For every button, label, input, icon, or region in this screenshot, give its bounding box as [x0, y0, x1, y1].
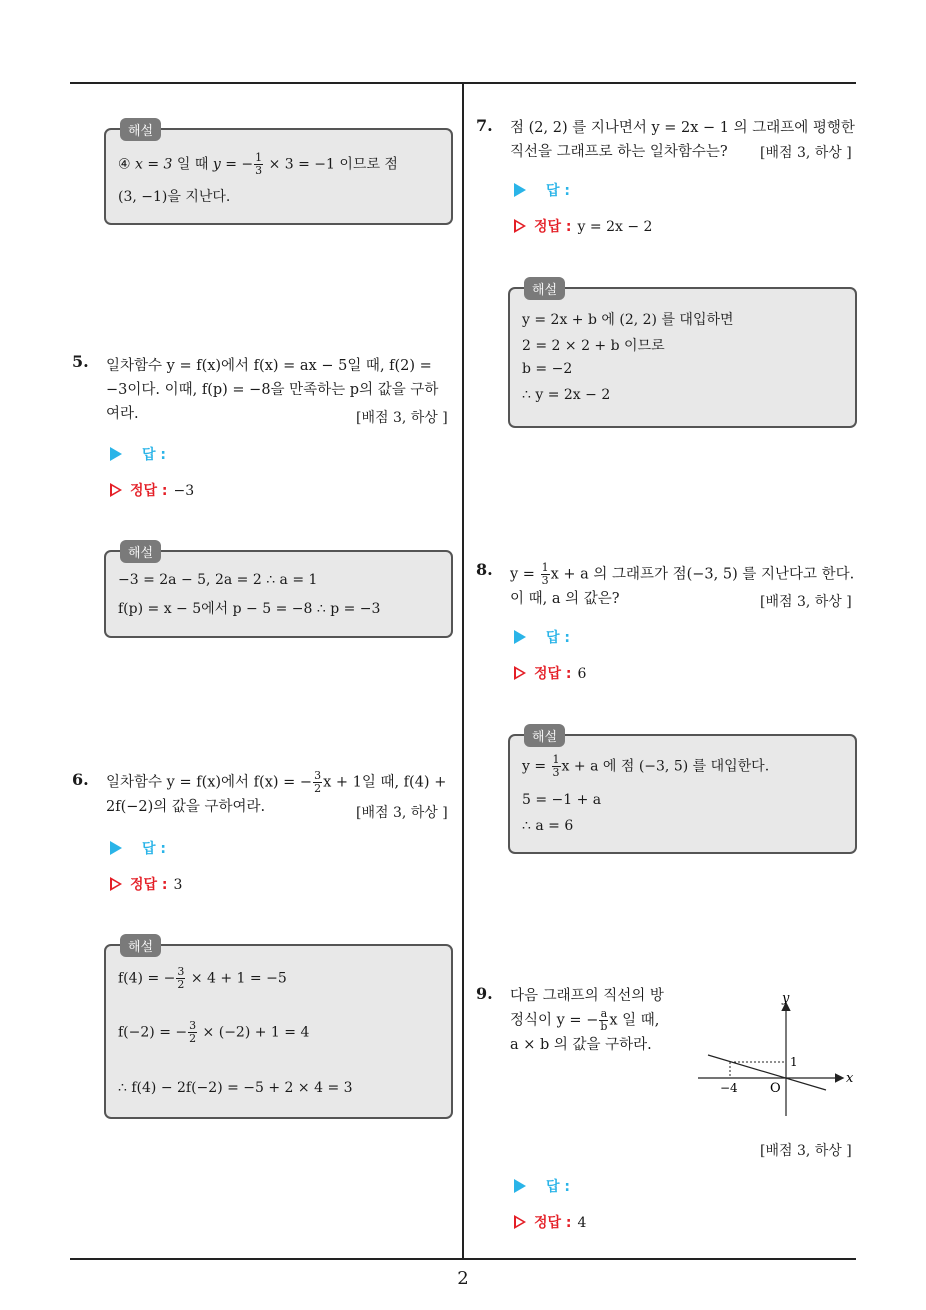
x-tick-label: −4 [720, 1081, 738, 1095]
question-number: 6. [72, 770, 89, 789]
triangle-outline-icon [514, 219, 526, 233]
explanation-tag: 해설 [524, 277, 565, 300]
question-number: 5. [72, 352, 89, 371]
question-number: 8. [476, 560, 493, 579]
explanation-box-q7 [508, 283, 857, 428]
question-text: 일차함수 y = f(x)에서 f(x) = ax − 5일 때, f(2) = −3이다. 이때, f(p) = −8을 만족하는 p의 값을 구하 여라. [106, 358, 439, 422]
correct-answer: 정답 : y = 2x − 2 [514, 216, 652, 236]
score-label: [배점 3, 하상 ] [760, 594, 852, 610]
explanation-line: ∴ a = 6 [522, 818, 574, 834]
answer-blank[interactable]: 답 : [514, 180, 570, 200]
explanation-line: y = $\frac{1}{3}$ x + a 에 점 (−3, 5) 를 대입한다. [522, 753, 770, 779]
explanation-box-q4 [104, 124, 453, 225]
triangle-outline-icon [514, 666, 526, 680]
correct-answer: 정답 : −3 [110, 480, 194, 500]
score-label: [배점 3, 하상 ] [356, 805, 448, 821]
explanation-line: −3 = 2a − 5, 2a = 2 ∴ a = 1 [118, 572, 318, 588]
fraction: $\frac{3}{2}$ [314, 769, 322, 795]
triangle-outline-icon [514, 1215, 526, 1229]
fraction: $\frac{1}{3}$ [255, 151, 263, 177]
explanation-line: ④ x = 3 일 때 y = − $\frac{1}{3}$ × 3 = −1 이므로 점 [118, 151, 398, 177]
explanation-line: f(4) = − $\frac{3}{2}$ × 4 + 1 = −5 [118, 965, 287, 991]
x-axis-label: x [846, 1071, 854, 1086]
answer-blank[interactable]: 답 : [514, 627, 570, 647]
score-label: [배점 3, 하상 ] [760, 1143, 852, 1159]
play-icon [514, 1179, 526, 1193]
question-text: 일차함수 y = f(x)에서 f(x) = − $\frac{3}{2}$ x + 1일 때, f(4) + 2f(−2)의 값을 구하여라. [106, 769, 447, 815]
fraction: $\frac{a}{b}$ [600, 1007, 608, 1033]
play-icon [110, 447, 122, 461]
question-number: 7. [476, 116, 493, 135]
y-tick-label: 1 [790, 1055, 798, 1069]
explanation-line: f(−2) = − $\frac{3}{2}$ × (−2) + 1 = 4 [118, 1019, 310, 1045]
correct-answer: 정답 : 6 [514, 663, 586, 683]
play-icon [514, 183, 526, 197]
correct-answer: 정답 : 3 [110, 874, 182, 894]
explanation-line: f(p) = x − 5에서 p − 5 = −8 ∴ p = −3 [118, 601, 381, 617]
explanation-tag: 해설 [120, 934, 161, 957]
y-axis-label: y [782, 991, 790, 1006]
explanation-box-q6 [104, 940, 453, 1119]
answer-blank[interactable]: 답 : [110, 838, 166, 858]
explanation-tag: 해설 [120, 540, 161, 563]
explanation-box-q8 [508, 730, 857, 854]
explanation-line: 5 = −1 + a [522, 792, 602, 808]
score-label: [배점 3, 하상 ] [760, 145, 852, 161]
triangle-outline-icon [110, 483, 122, 497]
bottom-rule [70, 1258, 856, 1260]
question-text: 다음 그래프의 직선의 방 정식이 y = − $\frac{a}{b}$ x 일 때, a × b 의 값을 구하라. [510, 988, 664, 1053]
page-number: 2 [457, 1268, 469, 1289]
explanation-line: 2 = 2 × 2 + b 이므로 [522, 338, 665, 354]
explanation-line: ∴ f(4) − 2f(−2) = −5 + 2 × 4 = 3 [118, 1080, 353, 1096]
answer-blank[interactable]: 답 : [514, 1176, 570, 1196]
origin-label: O [770, 1081, 781, 1096]
question-number: 9. [476, 984, 493, 1003]
explanation-tag: 해설 [120, 118, 161, 141]
answer-blank[interactable]: 답 : [110, 444, 166, 464]
correct-answer: 정답 : 4 [514, 1212, 586, 1232]
column-divider [462, 84, 464, 1258]
play-icon [514, 630, 526, 644]
explanation-line: y = 2x + b 에 (2, 2) 를 대입하면 [522, 312, 734, 328]
explanation-line: ∴ y = 2x − 2 [522, 387, 611, 403]
question-text: 점 (2, 2) 를 지나면서 y = 2x − 1 의 그래프에 평행한 직선을 그래프로 하는 일차함수는? [510, 120, 855, 160]
explanation-box-q5 [104, 546, 453, 638]
line-graph [690, 990, 860, 1120]
explanation-tag: 해설 [524, 724, 565, 747]
explanation-line: b = −2 [522, 361, 573, 377]
fraction: $\frac{1}{3}$ [541, 561, 549, 587]
question-text: y = $\frac{1}{3}$ x + a 의 그래프가 점(−3, 5) 를 지난다고 한다. 이 때, a 의 값은? [510, 561, 855, 607]
play-icon [110, 841, 122, 855]
explanation-line: (3, −1)을 지난다. [118, 189, 231, 205]
score-label: [배점 3, 하상 ] [356, 410, 448, 426]
triangle-outline-icon [110, 877, 122, 891]
